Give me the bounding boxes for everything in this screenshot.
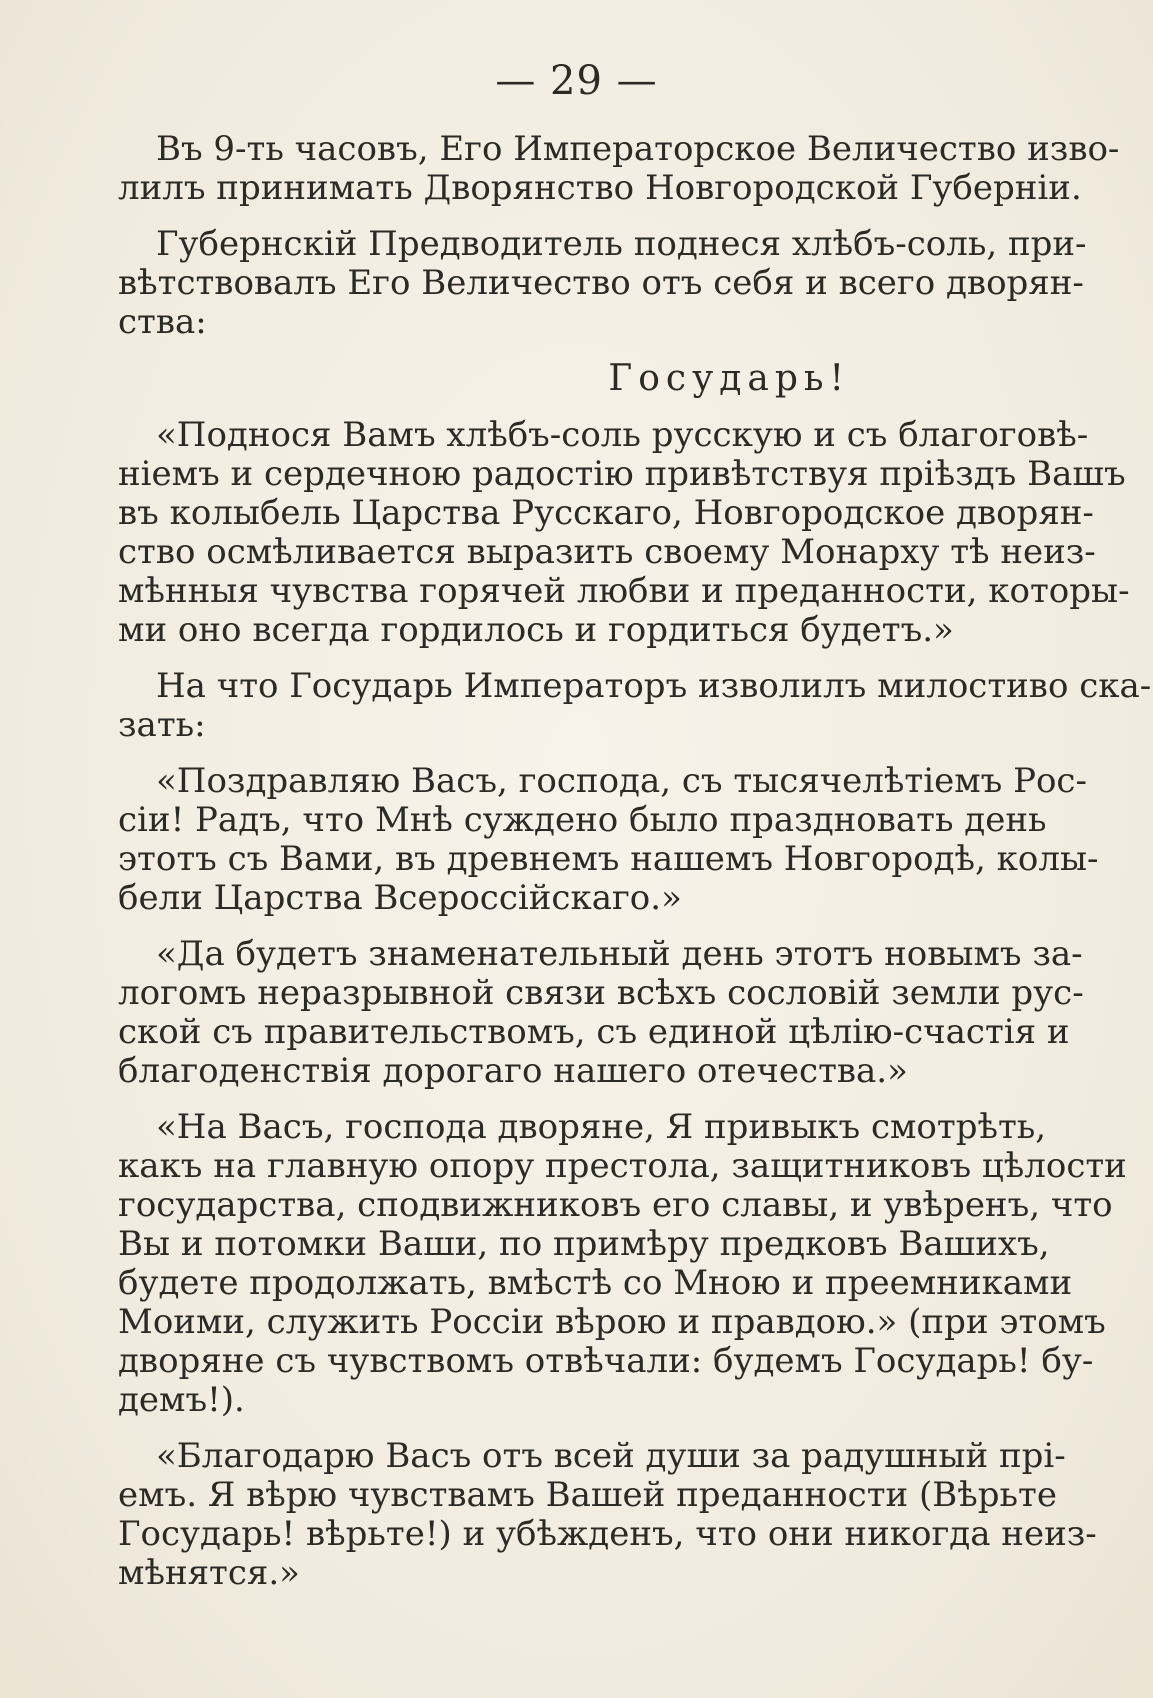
paragraph [80,1436,1097,1593]
paragraphs-before-address [80,129,1120,342]
text-line: ми оно всегда гордилось и гордиться будетъ.» [118,610,954,650]
paragraph [80,666,1152,745]
text-line: ства: [118,302,207,342]
page-number: — 29 — [495,58,658,104]
text-line: логомъ неразрывной связи всѣхъ сословій земли рус- [118,973,1084,1013]
paragraph [80,1107,1127,1420]
text-line: «Поздравляю Васъ, господа, съ тысячелѣтіемъ Рос- [156,761,1087,801]
paragraph [80,761,1099,918]
text-line: мѣнятся.» [118,1553,300,1593]
text-line: На что Государь Императоръ изволилъ милостиво ска- [156,666,1152,706]
text-line: ніемъ и сердечною радостію привѣтствуя пріѣздъ Вашъ [118,454,1126,494]
text-line: ской съ правительствомъ, съ единой цѣлію-счастія и [118,1012,1070,1052]
text-line: «На Васъ, господа дворяне, Я привыкъ смотрѣть, [156,1107,1047,1147]
text-line: лилъ принимать Дворянство Новгородской Губерніи. [118,168,1082,208]
text-line: емъ. Я вѣрю чувствамъ Вашей преданности (Вѣрьте [118,1475,1057,1515]
text-line: государства, сподвижниковъ его славы, и увѣренъ, что [118,1185,1113,1225]
text-line: вѣтствовалъ Его Величество отъ себя и всего дворян- [118,263,1084,303]
paragraph [80,415,1130,650]
text-line: зать: [118,705,206,745]
text-line: Государь! вѣрьте!) и убѣжденъ, что они никогда неиз- [118,1514,1097,1554]
text-line: Въ 9-ть часовъ, Его Императорское Величество изво- [156,129,1120,169]
paragraphs-after-address [80,415,1152,1593]
text-line: сіи! Радъ, что Мнѣ суждено было праздновать день [118,800,1047,840]
text-line: мѣнныя чувства горячей любви и преданности, которы- [118,571,1130,611]
paragraph [80,934,1084,1091]
address-heading: Государь! [608,358,850,399]
paragraph [80,224,1087,342]
body-text [80,129,1152,1610]
text-line: какъ на главную опору престола, защитниковъ цѣлости [118,1146,1127,1186]
text-line: бели Царства Всероссійскаго.» [118,878,682,918]
text-line: Губернскій Предводитель поднеся хлѣбъ-соль, при- [156,224,1087,264]
text-line: ство осмѣливается выразить своему Монарху тѣ неиз- [118,532,1096,572]
text-line: Моими, служить Россіи вѣрою и правдою.» (при этомъ [118,1302,1106,1342]
text-line: демъ!). [118,1380,245,1420]
text-line: «Поднося Вамъ хлѣбъ-соль русскую и съ благоговѣ- [156,415,1089,455]
text-line: дворяне съ чувствомъ отвѣчали: будемъ Государь! бу- [118,1341,1094,1381]
paragraph [80,129,1120,208]
text-line: «Благодарю Васъ отъ всей души за радушный прі- [156,1436,1066,1476]
text-line: этотъ съ Вами, въ древнемъ нашемъ Новгородѣ, колы- [118,839,1099,879]
text-line: Вы и потомки Ваши, по примѣру предковъ Вашихъ, [118,1224,1050,1264]
text-line: благоденствія дорогаго нашего отечества.» [118,1051,908,1091]
text-line: въ колыбель Царства Русскаго, Новгородское дворян- [118,493,1094,533]
text-line: будете продолжать, вмѣстѣ со Мною и преемниками [118,1263,1073,1303]
text-line: «Да будетъ знаменательный день этотъ новымъ за- [156,934,1083,974]
